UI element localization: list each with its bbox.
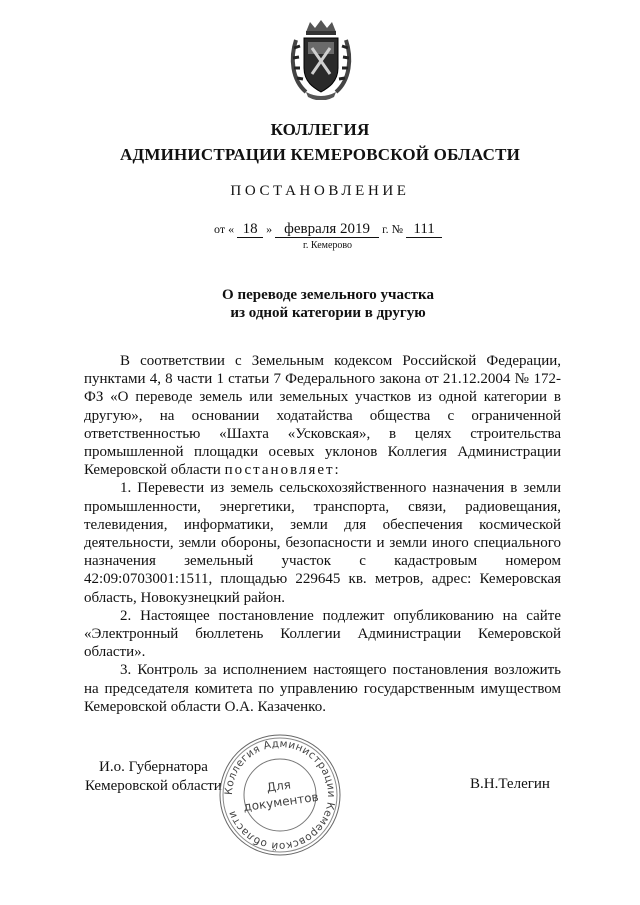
document-body [84, 352, 561, 716]
signatory-name: В.Н.Телегин [470, 776, 550, 792]
date-number-line [214, 222, 442, 238]
body-item-2: 2. Настоящее постановление подлежит опубликованию на сайте «Электронный бюллетень Коллегии Администрации Кемеровской области». [84, 607, 561, 661]
stamp-center-line2: документов [242, 789, 320, 815]
body-intro [84, 352, 561, 479]
stamp-center-line1: Для [265, 777, 292, 795]
number-prefix: № [391, 222, 404, 236]
document-type: ПОСТАНОВЛЕНИЕ [230, 183, 410, 199]
date-mid: » [266, 222, 273, 236]
document-title-line2: из одной категории в другую [230, 305, 426, 321]
signatory-position-line2: Кемеровской области [85, 777, 222, 794]
org-name-line2: АДМИНИСТРАЦИИ КЕМЕРОВСКОЙ ОБЛАСТИ [119, 145, 521, 164]
date-day: 18 [237, 222, 263, 238]
org-name-line1: КОЛЛЕГИЯ [270, 120, 370, 139]
coat-of-arms-icon [288, 18, 354, 100]
body-item-3: 3. Контроль за исполнением настоящего постановления возложить на председателя комитета по управлению государственным имуществом Кемеровской области О.А. Казаченко. [84, 662, 561, 715]
date-prefix: от « [214, 222, 235, 236]
body-intro-text: В соответствии с Земельным кодексом Российской Федерации, пунктами 4, 8 части 1 статьи 7 Федерального закона от 21.12.2004 № 172-ФЗ «О переводе земель или земельных участков из одной категории в другую», на основании ходатайства общества с ограниченной ответственностью «Шахта «Усковская», в целях строительства промышленной площадки осевых уклонов Коллегия Администрации Кемеровской области [84, 353, 561, 479]
city: г. Кемерово [302, 240, 353, 251]
stamp-ring-text: Коллегия Администрации Кемеровской области [222, 737, 338, 853]
body-item-1: 1. Перевести из земель сельскохозяйственного назначения в земли промышленности, энергетики, транспорта, связи, радиовещания, телевидения, информатики, земли для обеспечения космической деятельности, земли обороны, безопасности и земли иного специального назначения земельный участок с кадастровым номером 42:09:0703001:1511, площадью 229645 кв. метров, адрес: Кемеровская область, Новокузнецкий район. [84, 480, 561, 606]
date-month-year: февраля 2019 [275, 222, 379, 238]
document-number: 111 [406, 222, 442, 238]
document-title-line1: О переводе земельного участка [222, 287, 434, 303]
official-stamp [215, 730, 345, 860]
signatory-position-line1: И.о. Губернатора [99, 759, 208, 775]
resolves-word: постановляет: [224, 462, 341, 479]
signatory-position [85, 758, 222, 795]
year-suffix: г. [382, 222, 389, 236]
